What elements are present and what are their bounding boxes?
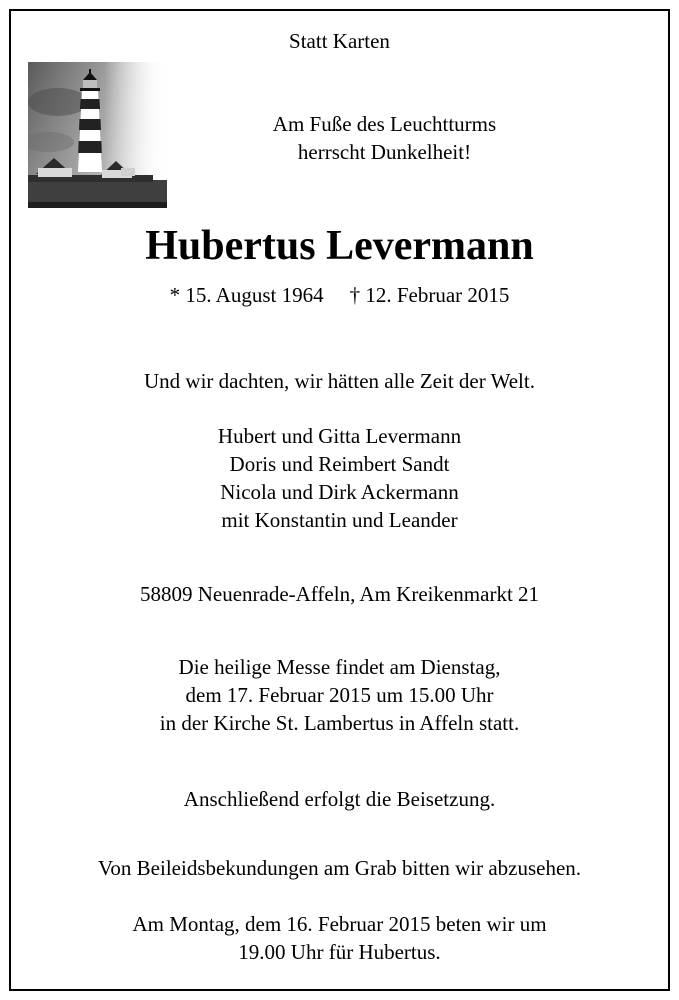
mass-announcement (11, 653, 668, 737)
deceased-name: Hubertus Levermann (145, 223, 534, 269)
life-dates (11, 281, 668, 309)
prayer-line: Am Montag, dem 16. Februar 2015 beten wir um (132, 912, 547, 936)
mass-line: Die heilige Messe findet am Dienstag, (178, 655, 501, 679)
prayer-announcement (11, 910, 668, 966)
statt-karten-heading: Statt Karten (289, 29, 390, 53)
verse-line: Am Fuße des Leuchtturms (272, 112, 497, 136)
verse-line: herrscht Dunkelheit! (297, 140, 472, 164)
address: 58809 Neuenrade-Affeln, Am Kreikenmarkt 21 (139, 582, 540, 606)
burial-note: Anschließend erfolgt die Beisetzung. (183, 787, 496, 811)
mourners-list (11, 422, 668, 534)
condolence-note: Von Beileidsbekundungen am Grab bitten wir abzusehen. (97, 856, 582, 880)
prayer-line: 19.00 Uhr für Hubertus. (238, 940, 441, 964)
mourner-line: Nicola und Dirk Ackermann (220, 480, 459, 504)
mourner-line: mit Konstantin und Leander (221, 508, 458, 532)
mourner-line: Hubert und Gitta Levermann (217, 424, 462, 448)
birth-date: * 15. August 1964 (169, 283, 324, 307)
mass-line: in der Kirche St. Lambertus in Affeln statt. (159, 711, 520, 735)
lighthouse-image (28, 62, 167, 208)
mass-line: dem 17. Februar 2015 um 15.00 Uhr (185, 683, 494, 707)
death-date: † 12. Februar 2015 (349, 283, 510, 307)
obituary-notice (9, 9, 670, 991)
mourner-line: Doris und Reimbert Sandt (229, 452, 450, 476)
verse (161, 110, 608, 166)
quote: Und wir dachten, wir hätten alle Zeit der Welt. (144, 369, 535, 393)
